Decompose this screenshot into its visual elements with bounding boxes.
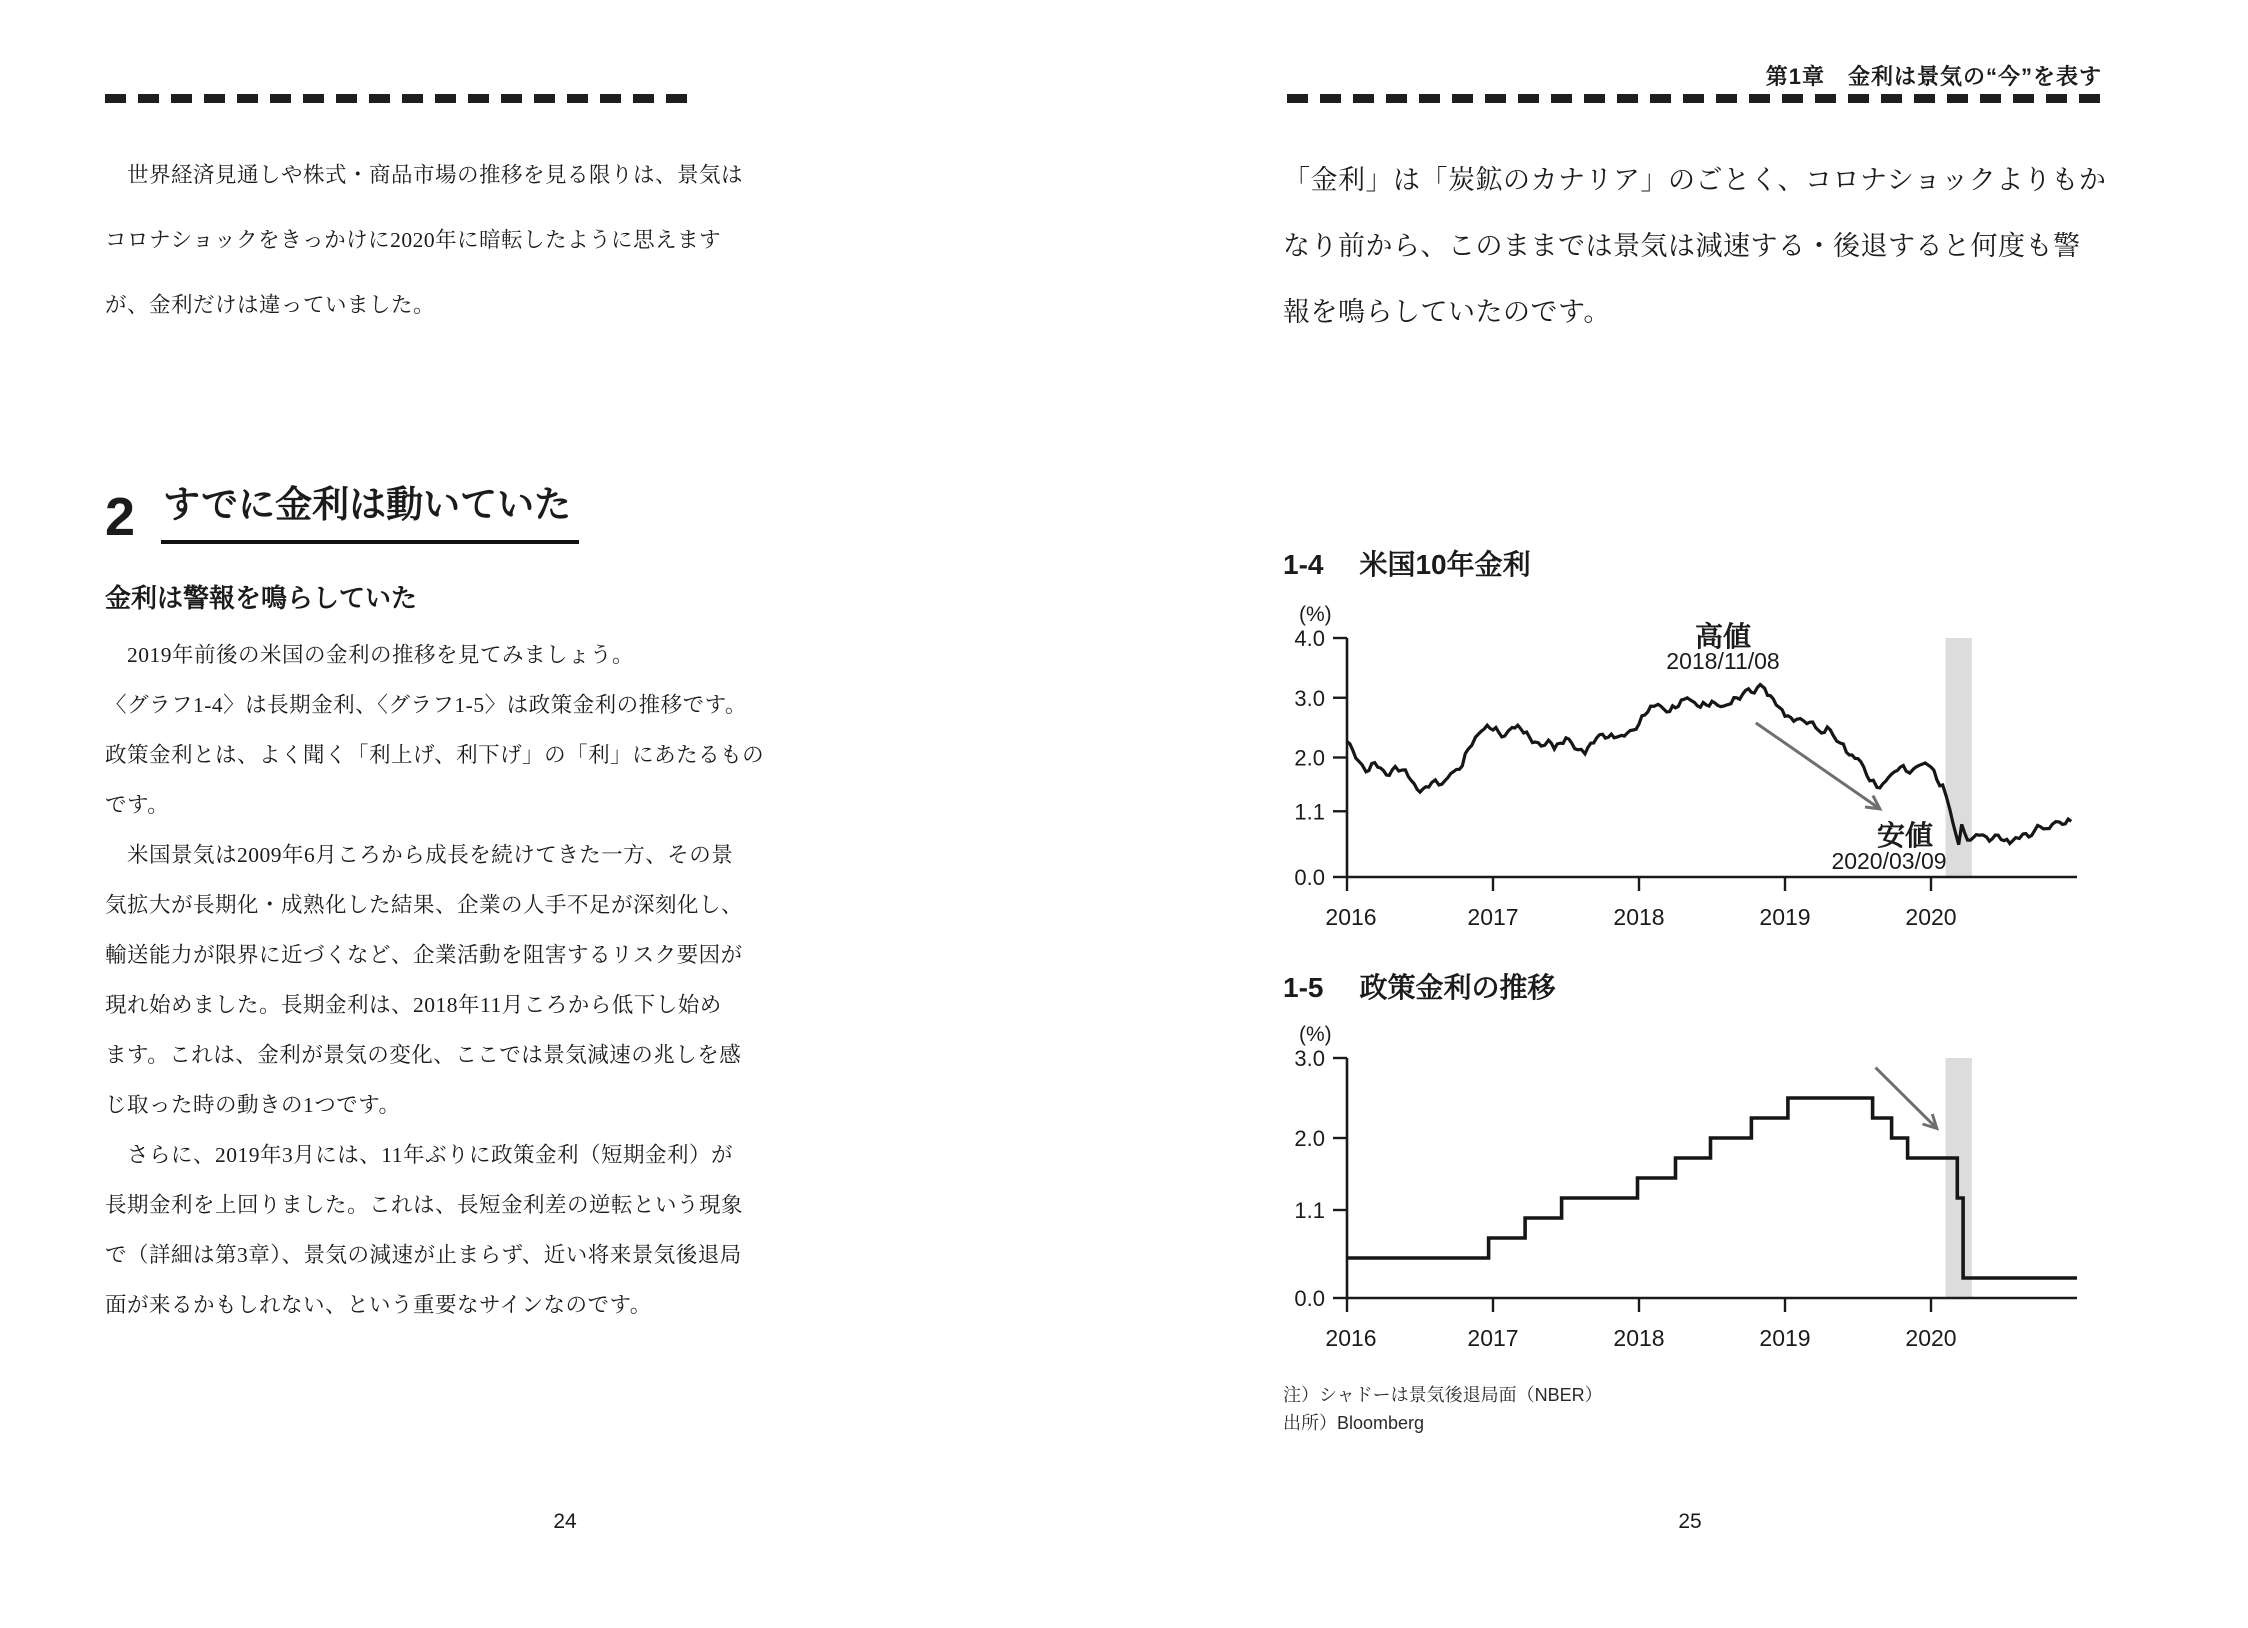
- left-body-line: ます。これは、金利が景気の変化、ここでは景気減速の兆しを感: [105, 1043, 742, 1067]
- left-body-line: で（詳細は第3章）、景気の減速が止まらず、近い将来景気後退局: [105, 1243, 742, 1267]
- dashed-rule-left: [105, 94, 691, 103]
- svg-text:2018: 2018: [1613, 1325, 1665, 1351]
- left-paragraph-line: 世界経済見通しや株式・商品市場の推移を見る限りは、景気は: [105, 163, 744, 187]
- svg-text:0.0: 0.0: [1294, 865, 1325, 890]
- left-body-line: 気拡大が長期化・成熟化した結果、企業の人手不足が深刻化し、: [105, 893, 744, 917]
- high-annotation-date: 2018/11/08: [1666, 648, 1780, 674]
- right-paragraph-line: なり前から、このままでは景気は減速する・後退すると何度も警: [1283, 231, 2081, 261]
- left-body-line: 〈グラフ1-4〉は長期金利、〈グラフ1-5〉は政策金利の推移です。: [105, 693, 747, 717]
- left-body-line: 2019年前後の米国の金利の推移を見てみましょう。: [105, 643, 635, 667]
- left-body-line: 輸送能力が限界に近づくなど、企業活動を阻害するリスク要因が: [105, 943, 743, 967]
- svg-text:1.1: 1.1: [1294, 1198, 1325, 1223]
- svg-text:2017: 2017: [1467, 1325, 1519, 1351]
- left-paragraph-line: コロナショックをきっかけに2020年に暗転したように思えます: [105, 228, 722, 252]
- svg-text:2016: 2016: [1325, 1325, 1377, 1351]
- left-body-line: じ取った時の動きの1つです。: [105, 1093, 401, 1117]
- right-paragraph-line: 「金利」は「炭鉱のカナリア」のごとく、コロナショックよりもか: [1283, 165, 2107, 195]
- svg-text:2.0: 2.0: [1294, 745, 1325, 771]
- chart1-title: [1283, 543, 1531, 583]
- chart2-number: 1-5: [1283, 972, 1324, 1003]
- chart2-name: 政策金利の推移: [1359, 972, 1556, 1003]
- high-annotation-label: 高値: [1694, 621, 1751, 652]
- running-header: 第1章 金利は景気の“今”を表す: [1765, 64, 2102, 89]
- right-paragraph-line: 報を鳴らしていたのです。: [1283, 297, 1611, 327]
- svg-text:2019: 2019: [1759, 1325, 1811, 1351]
- chart1-name: 米国10年金利: [1359, 549, 1531, 580]
- svg-text:2020: 2020: [1905, 904, 1957, 930]
- left-body-line: さらに、2019年3月には、11年ぶりに政策金利（短期金利）が: [105, 1143, 733, 1167]
- unit-label: (%): [1299, 603, 1332, 626]
- svg-text:0.0: 0.0: [1294, 1286, 1325, 1311]
- svg-text:1.1: 1.1: [1294, 799, 1325, 825]
- section-title: すでに金利は動いていた: [161, 474, 579, 544]
- svg-text:2020: 2020: [1905, 1325, 1957, 1351]
- svg-text:3.0: 3.0: [1294, 1046, 1325, 1071]
- us-10y-yield-chart: [1283, 595, 2128, 950]
- svg-text:2016: 2016: [1325, 904, 1377, 930]
- unit-label: (%): [1299, 1023, 1332, 1046]
- page-number-right: 25: [1678, 1510, 1702, 1533]
- section-heading: [105, 474, 579, 547]
- left-body-line: 現れ始めました。長期金利は、2018年11月ころから低下し始め: [105, 993, 722, 1017]
- dashed-rule-right: [1287, 94, 2103, 103]
- chart-note: 注）シャドーは景気後退局面（NBER）: [1283, 1385, 1603, 1405]
- section-subheading: 金利は警報を鳴らしていた: [105, 583, 418, 613]
- low-annotation-label: 安値: [1876, 820, 1933, 851]
- chart-source: 出所）Bloomberg: [1283, 1413, 1425, 1433]
- left-paragraph-line: が、金利だけは違っていました。: [105, 293, 436, 317]
- page-number-left: 24: [553, 1510, 577, 1533]
- low-annotation-date: 2020/03/09: [1831, 848, 1947, 874]
- left-body-line: 政策金利とは、よく聞く「利上げ、利下げ」の「利」にあたるもの: [105, 743, 765, 767]
- chart1-number: 1-4: [1283, 549, 1324, 580]
- left-body-line: 米国景気は2009年6月ころから成長を続けてきた一方、その景: [105, 843, 734, 867]
- svg-text:2018: 2018: [1613, 904, 1665, 930]
- annotation-arrow: [1756, 723, 1880, 809]
- policy-rate-chart: [1283, 1015, 2128, 1370]
- svg-text:2019: 2019: [1759, 904, 1811, 930]
- left-body-line: 面が来るかもしれない、という重要なサインなのです。: [105, 1293, 652, 1317]
- chart2-title: [1283, 966, 1555, 1006]
- svg-text:4.0: 4.0: [1294, 626, 1325, 651]
- left-body-line: 長期金利を上回りました。これは、長短金利差の逆転という現象: [105, 1193, 744, 1217]
- svg-text:3.0: 3.0: [1294, 685, 1325, 711]
- svg-text:2017: 2017: [1467, 904, 1519, 930]
- section-number: 2: [105, 487, 136, 547]
- policy-rate-chart-canvas: [1283, 1015, 2128, 1370]
- left-body-line: です。: [105, 793, 170, 817]
- svg-text:2.0: 2.0: [1294, 1126, 1325, 1151]
